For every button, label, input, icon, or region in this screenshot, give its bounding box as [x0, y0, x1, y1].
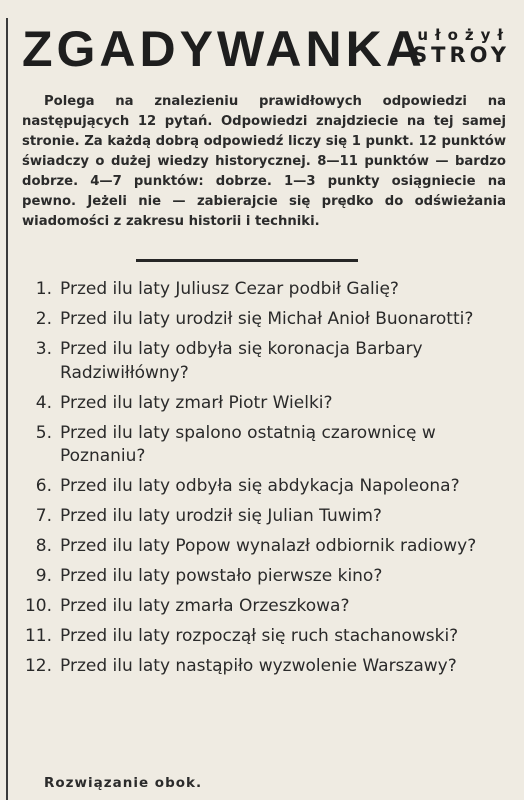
quiz-header [22, 20, 512, 82]
question-text: Przed ilu laty nastąpiło wyzwolenie Warszawy? [60, 656, 457, 676]
question-text: Przed ilu laty Juliusz Cezar podbił Galię? [60, 279, 399, 299]
question-item [24, 565, 510, 589]
solution-note: Rozwiązanie obok. [44, 775, 203, 791]
question-number: 8. [35, 536, 52, 556]
question-number: 5. [35, 422, 52, 443]
question-number: 6. [35, 476, 52, 496]
question-number: 7. [35, 506, 52, 526]
question-number: 2. [35, 309, 52, 329]
question-list [24, 278, 510, 685]
question-number: 12. [24, 656, 52, 676]
question-item [24, 422, 510, 469]
question-number: 9. [35, 566, 52, 586]
section-divider [136, 259, 358, 262]
question-item [24, 475, 510, 499]
question-text: Przed ilu laty powstało pierwsze kino? [60, 566, 383, 586]
question-item [24, 595, 510, 619]
question-text: Przed ilu laty urodził się Michał Anioł Buonarotti? [60, 309, 474, 329]
question-text: Przed ilu laty zmarła Orzeszkowa? [60, 596, 350, 616]
intro-paragraph: Polega na znalezieniu prawidłowych odpowiedzi na następujących 12 pytań. Odpowiedzi znajdziecie na tej samej stronie. Za każdą dobrą odpowiedź liczy się 1 punkt. 12 punktów świadczy o dużej wiedzy historycznej. 8—11 punktów — bardzo dobrze. 4—7 punktów: dobrze. 1—3 punkty osiągniecie na pewno. Jeżeli nie — zabierajcie się prędko do odświeżania wiadomości z zakresu historii i techniki. [22, 94, 506, 229]
byline [412, 28, 510, 66]
question-number: 1. [35, 279, 52, 299]
question-text: Przed ilu laty Popow wynalazł odbiornik radiowy? [60, 536, 477, 556]
question-item [24, 625, 510, 649]
question-text: Przed ilu laty spalono ostatnią czarownicę w Poznaniu? [60, 422, 436, 466]
question-text: Przed ilu laty odbyła się koronacja Barbary Radziwiłłówny? [60, 339, 423, 383]
question-item [24, 535, 510, 559]
question-text: Przed ilu laty odbyła się abdykacja Napoleona? [60, 476, 460, 496]
byline-author: STROY [412, 43, 510, 67]
page-title: ZGADYWANKA [22, 21, 426, 77]
question-number: 4. [35, 392, 52, 413]
question-item [24, 278, 510, 302]
question-number: 3. [35, 339, 52, 359]
left-column-rule [6, 18, 8, 800]
question-text: Przed ilu laty rozpoczął się ruch stachanowski? [60, 626, 459, 646]
question-item [24, 392, 510, 416]
question-item [24, 308, 510, 332]
question-text: Przed ilu laty zmarł Piotr Wielki? [60, 392, 333, 413]
question-item [24, 505, 510, 529]
question-number: 11. [24, 626, 52, 646]
question-item [24, 655, 510, 679]
question-item [24, 338, 510, 385]
question-text: Przed ilu laty urodził się Julian Tuwim? [60, 506, 382, 526]
question-number: 10. [24, 596, 52, 616]
byline-verb: ułożył [417, 26, 510, 44]
